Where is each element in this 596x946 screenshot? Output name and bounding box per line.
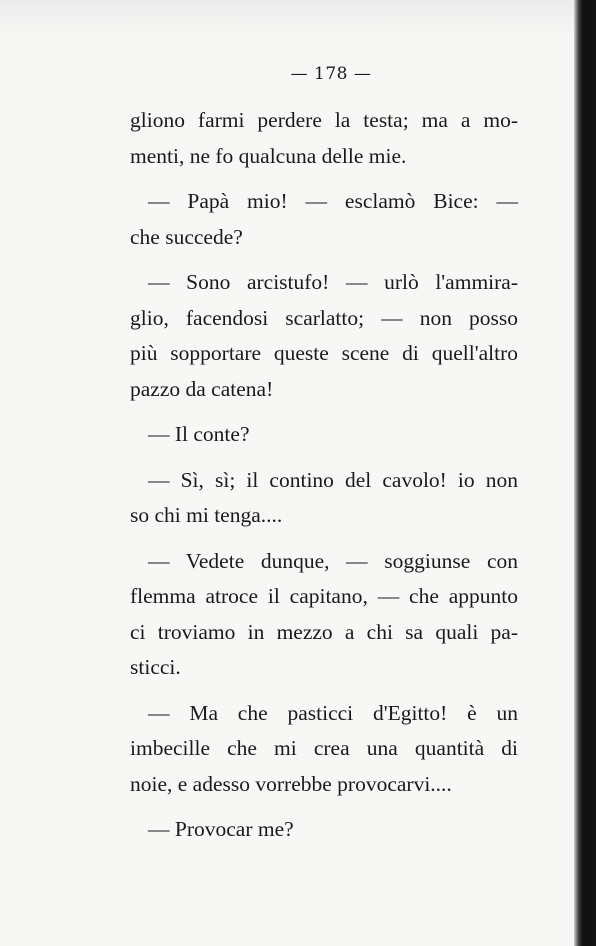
- body-text: [130, 103, 518, 848]
- text-line: gliono farmi perdere la testa; ma a mo-: [130, 108, 518, 132]
- text-line: flemma atroce il capitano, — che appunto: [130, 584, 518, 608]
- text-line: — Papà mio! — esclamò Bice: —: [148, 189, 518, 213]
- text-line: — Sì, sì; il contino del cavolo! io non: [148, 467, 518, 492]
- text-line: sticci.: [130, 655, 181, 679]
- paragraph: [130, 463, 518, 534]
- text-line: più sopportare queste scene di quell'altro: [130, 341, 518, 365]
- text-line: — Ma che pasticci d'Egitto! è un: [148, 700, 518, 725]
- paragraph: [130, 696, 518, 803]
- text-line: ci troviamo in mezzo a chi sa quali pa-: [130, 619, 518, 644]
- text-line: che succede?: [130, 224, 243, 249]
- text-line: glio, facendosi scarlatto; — non posso: [130, 305, 518, 330]
- paragraph: [130, 265, 518, 407]
- text-line: noie, e adesso vorrebbe provocarvi....: [130, 771, 452, 796]
- paragraph: [130, 184, 518, 255]
- text-line: imbecille che mi crea una quantità di: [130, 736, 518, 760]
- page-top-shading: [0, 0, 574, 40]
- text-line: — Il conte?: [148, 422, 250, 446]
- text-line: menti, ne fo qualcuna delle mie.: [130, 143, 407, 168]
- text-line: so chi mi tenga....: [130, 503, 283, 527]
- page-number: — 178 —: [290, 64, 372, 84]
- page-binding-edge: [574, 0, 596, 946]
- paragraph: [130, 417, 518, 453]
- text-line: — Sono arcistufo! — urlò l'ammira-: [148, 270, 518, 294]
- paragraph: [130, 812, 518, 848]
- text-line: — Provocar me?: [148, 817, 294, 841]
- paragraph: [130, 103, 518, 174]
- paragraph: [130, 544, 518, 686]
- text-line: pazzo da catena!: [130, 376, 274, 401]
- text-line: — Vedete dunque, — soggiunse con: [148, 548, 518, 573]
